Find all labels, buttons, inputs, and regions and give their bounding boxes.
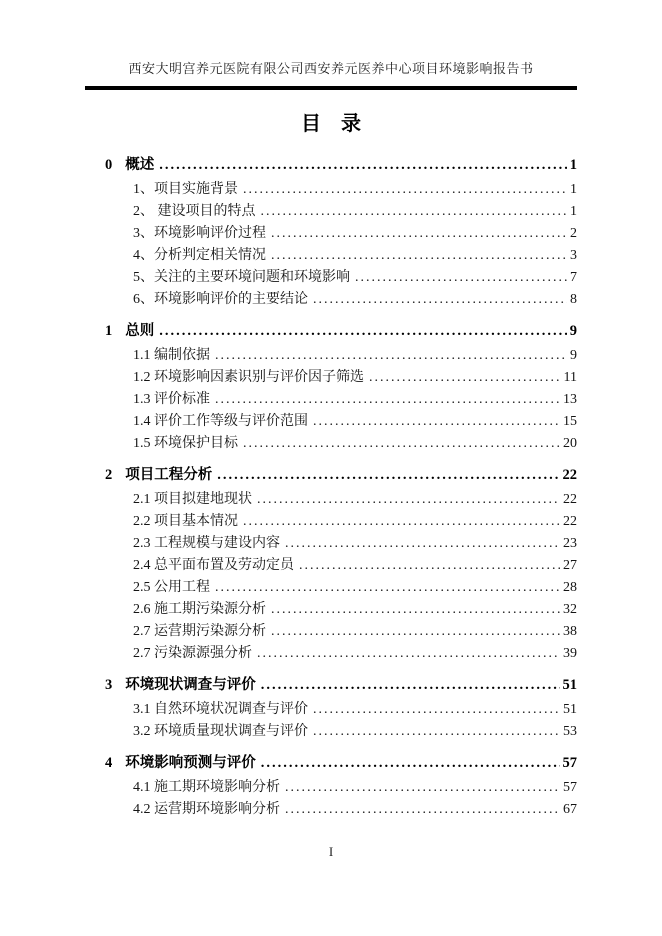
toc-entry	[85, 699, 577, 721]
section-number: 0	[105, 157, 113, 173]
toc-entry	[85, 599, 577, 621]
toc-entry	[85, 621, 577, 643]
section-number: 2	[105, 467, 113, 483]
leader-dots	[271, 223, 567, 245]
page-number: 7	[570, 270, 577, 285]
leader-dots	[217, 464, 559, 486]
leader-dots	[243, 511, 560, 533]
page-number: 51	[563, 702, 577, 717]
leader-dots	[215, 345, 567, 367]
leader-dots	[215, 577, 560, 599]
leader-dots	[243, 433, 560, 455]
leader-dots	[257, 489, 560, 511]
toc-entry	[85, 643, 577, 665]
leader-dots	[299, 555, 560, 577]
toc-entry	[85, 245, 577, 267]
toc-entry	[85, 345, 577, 367]
toc-entry-label: 1.4 评价工作等级与评价范围	[133, 414, 308, 429]
page-number: 28	[563, 580, 577, 595]
page-number: 9	[569, 323, 577, 339]
leader-dots	[271, 621, 560, 643]
leader-dots	[261, 674, 560, 696]
toc-entry-label: 1、项目实施背景	[133, 182, 238, 197]
toc-entry	[85, 289, 577, 311]
toc-entry-label: 4.2 运营期环境影响分析	[133, 802, 280, 817]
toc-entry-label: 6、环境影响评价的主要结论	[133, 292, 308, 307]
toc-section-heading	[85, 674, 577, 696]
leader-dots	[313, 411, 560, 433]
toc-entry-label: 2.4 总平面布置及劳动定员	[133, 558, 294, 573]
toc-entry-label: 1.5 环境保护目标	[133, 436, 238, 451]
page-header-text: 西安大明宫养元医院有限公司西安养元医养中心项目环境影响报告书	[128, 61, 534, 76]
leader-dots	[285, 533, 560, 555]
page-number: 39	[563, 646, 577, 661]
toc-entry-label: 1.2 环境影响因素识别与评价因子筛选	[133, 370, 364, 385]
page-number: 22	[562, 467, 577, 483]
toc-entry	[85, 201, 577, 223]
toc-entry	[85, 179, 577, 201]
leader-dots	[285, 777, 560, 799]
page-number: 8	[570, 292, 577, 307]
section-title: 总则	[125, 323, 155, 339]
toc-entry-label: 5、关注的主要环境问题和环境影响	[133, 270, 350, 285]
toc-entry-label: 3.2 环境质量现状调查与评价	[133, 724, 308, 739]
section-number: 4	[105, 755, 113, 771]
toc-entry	[85, 555, 577, 577]
toc-entry-label: 3、环境影响评价过程	[133, 226, 266, 241]
page-number: 57	[563, 780, 577, 795]
toc-entry	[85, 223, 577, 245]
toc-entry	[85, 389, 577, 411]
toc	[85, 145, 577, 821]
header-rule	[85, 86, 577, 90]
toc-entry	[85, 267, 577, 289]
toc-entry-label: 2、 建设项目的特点	[133, 204, 256, 219]
leader-dots	[243, 179, 567, 201]
toc-entry	[85, 577, 577, 599]
page-number: 3	[570, 248, 577, 263]
leader-dots	[271, 245, 567, 267]
page-number: 23	[563, 536, 577, 551]
page-number: 2	[570, 226, 577, 241]
page-number: 57	[562, 755, 577, 771]
page-number: 67	[563, 802, 577, 817]
toc-section-heading	[85, 154, 577, 176]
toc-entry-label: 2.6 施工期污染源分析	[133, 602, 266, 617]
leader-dots	[261, 752, 560, 774]
toc-entry-label: 3.1 自然环境状况调查与评价	[133, 702, 308, 717]
leader-dots	[313, 289, 567, 311]
section-number: 3	[105, 677, 113, 693]
toc-entry-label: 4.1 施工期环境影响分析	[133, 780, 280, 795]
page-number: 13	[563, 392, 577, 407]
section-title: 环境影响预测与评价	[125, 755, 256, 771]
toc-entry	[85, 799, 577, 821]
leader-dots	[313, 721, 560, 743]
toc-section-heading	[85, 320, 577, 342]
leader-dots	[261, 201, 568, 223]
page-header	[0, 58, 662, 77]
section-title: 环境现状调查与评价	[125, 677, 256, 693]
toc-entry	[85, 433, 577, 455]
leader-dots	[257, 643, 560, 665]
page-title: 目 录	[301, 113, 361, 135]
page-number: 22	[563, 514, 577, 529]
leader-dots	[313, 699, 560, 721]
toc-entry-label: 4、分析判定相关情况	[133, 248, 266, 263]
footer-page-number: I	[328, 844, 334, 859]
page-number: 11	[563, 370, 577, 385]
section-title: 项目工程分析	[125, 467, 213, 483]
leader-dots	[369, 367, 561, 389]
toc-entry-label: 2.5 公用工程	[133, 580, 210, 595]
leader-dots	[159, 154, 567, 176]
page-number: 22	[563, 492, 577, 507]
toc-entry-label: 2.7 运营期污染源分析	[133, 624, 266, 639]
toc-entry	[85, 511, 577, 533]
leader-dots	[285, 799, 560, 821]
page-number: 9	[570, 348, 577, 363]
toc-entry	[85, 777, 577, 799]
page-number: 32	[563, 602, 577, 617]
page-number: 1	[569, 157, 577, 173]
page-number: 38	[563, 624, 577, 639]
page-number: 15	[563, 414, 577, 429]
page-number: 53	[563, 724, 577, 739]
toc-entry	[85, 533, 577, 555]
toc-entry-label: 2.2 项目基本情况	[133, 514, 238, 529]
toc-entry	[85, 489, 577, 511]
page-footer	[0, 844, 662, 860]
page-number: 20	[563, 436, 577, 451]
section-number: 1	[105, 323, 113, 339]
page-number: 51	[562, 677, 577, 693]
toc-entry-label: 1.3 评价标准	[133, 392, 210, 407]
toc-entry	[85, 721, 577, 743]
page-number: 1	[570, 204, 577, 219]
toc-entry	[85, 367, 577, 389]
toc-entry-label: 1.1 编制依据	[133, 348, 210, 363]
leader-dots	[215, 389, 560, 411]
section-title: 概述	[125, 157, 155, 173]
toc-section-heading	[85, 752, 577, 774]
toc-entry-label: 2.1 项目拟建地现状	[133, 492, 252, 507]
toc-entry-label: 2.7 污染源源强分析	[133, 646, 252, 661]
leader-dots	[271, 599, 560, 621]
leader-dots	[355, 267, 567, 289]
toc-section-heading	[85, 464, 577, 486]
toc-entry	[85, 411, 577, 433]
leader-dots	[159, 320, 567, 342]
page-number: 27	[563, 558, 577, 573]
toc-entry-label: 2.3 工程规模与建设内容	[133, 536, 280, 551]
page-number: 1	[570, 182, 577, 197]
